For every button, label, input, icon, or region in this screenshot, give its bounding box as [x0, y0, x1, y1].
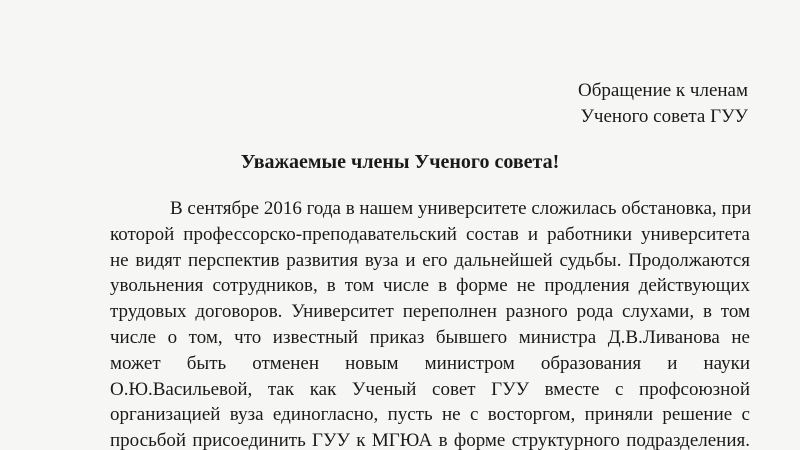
salutation-heading: Уважаемые члены Ученого совета!	[240, 151, 560, 173]
paragraph-line: О.Ю.Васильевой, так как Ученый совет ГУУ вместе с профсоюзной	[110, 378, 750, 400]
addressee-block	[578, 78, 748, 130]
paragraph-line: В сентябре 2016 года в нашем университете сложилась обстановка, при	[170, 198, 752, 219]
paragraph-line: числе о том, что известный приказ бывшего министра Д.В.Ливанова не	[110, 326, 750, 348]
paragraph-line: которой профессорско-преподавательский состав и работники университета	[110, 223, 750, 245]
paragraph-line: не видят перспектив развития вуза и его дальнейшей судьбы. Продолжаются	[110, 249, 750, 271]
body-paragraph	[110, 196, 750, 450]
paragraph-line: организацией вуза единогласно, пусть не с восторгом, приняли решение с	[110, 404, 750, 426]
paragraph-line: увольнения сотрудников, в том числе в форме не продления действующих	[110, 275, 750, 297]
addressee-line-1: Обращение к членам	[578, 80, 748, 101]
paragraph-line: трудовых договоров. Университет переполнен разного рода слухами, в том	[110, 301, 750, 323]
paragraph-line: может быть отменен новым министром образования и науки	[110, 352, 750, 374]
paragraph-line: просьбой присоединить ГУУ к МГЮА в форме структурного подразделения.	[110, 430, 750, 450]
addressee-line-2: Ученого совета ГУУ	[580, 106, 748, 127]
